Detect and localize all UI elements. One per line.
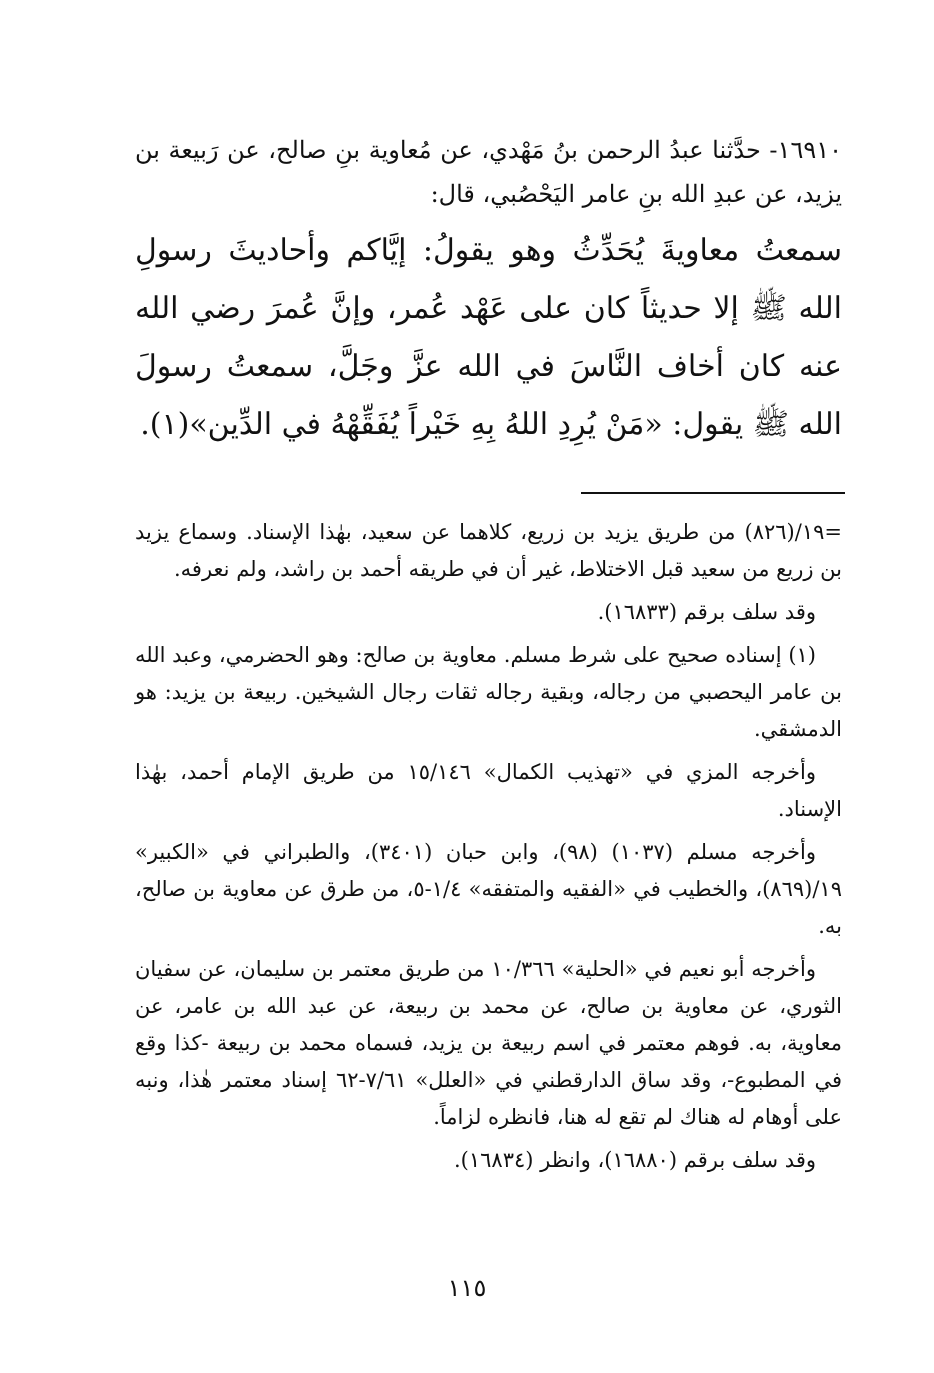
footnotes [135,514,842,1185]
hadith-text [135,128,842,454]
footnote-continuation: =١٩/(٨٢٦) من طريق يزيد بن زريع، كلاهما عن سعيد، بهٰذا الإسناد. وسماع يزيد بن زريع من سعيد قبل الاختلاط، غير أن في طريقه أحمد بن راشد، ولم نعرفه. [135,520,842,581]
footnote-paragraph: وقد سلف برقم (١٦٨٨٠)، وانظر (١٦٨٣٤). [454,1148,816,1172]
footnote-paragraph: وأخرجه المزي في «تهذيب الكمال» ١٥/١٤٦ من طريق الإمام أحمد، بهٰذا الإسناد. [135,760,842,821]
page-number: ١١٥ [447,1274,487,1302]
footnote-paragraph: وقد سلف برقم (١٦٨٣٣). [597,600,816,624]
footnote-paragraph: (١) إسناده صحيح على شرط مسلم. معاوية بن صالح: وهو الحضرمي، وعبد الله بن عامر اليحصبي من رجاله، وبقية رجاله ثقات رجال الشيخين. ربيعة بن يزيد: هو الدمشقي. [135,643,842,741]
hadith-isnad: ١٦٩١٠- حدَّثنا عبدُ الرحمن بنُ مَهْدي، عن مُعاوية بنِ صالح، عن رَبيعة بن يزيد، عن عبدِ الله بنِ عامر اليَحْصُبي، قال: [135,136,842,208]
hadith-matn: سمعتُ معاويةَ يُحَدِّثُ وهو يقولُ: إيَّاكم وأحاديثَ رسولِ الله ﷺ إلا حديثاً كان على عَهْد عُمر، وإنَّ عُمرَ رضي الله عنه كان أخاف النَّاسَ في الله عزَّ وجَلَّ، سمعتُ رسولَ الله ﷺ يقول: «مَنْ يُرِدِ اللهُ بِهِ خَيْراً يُفَقِّهْهُ في الدِّين»(١). [135,233,842,442]
footnote-paragraph: وأخرجه مسلم (١٠٣٧) (٩٨)، وابن حبان (٣٤٠١)، والطبراني في «الكبير» ١٩/(٨٦٩)، والخطيب في «الفقيه والمتفقه» ١/٤-٥، من طرق عن معاوية بن صالح، به. [135,840,842,938]
footnote-divider [581,492,845,494]
footnote-paragraph: وأخرجه أبو نعيم في «الحلية» ١٠/٣٦٦ من طريق معتمر بن سليمان، عن سفيان الثوري، عن معاوية بن صالح، عن محمد بن ربيعة، عن عبد الله بن عامر، عن معاوية، به. فوهم معتمر في اسم ربيعة بن يزيد، فسماه محمد بن ربيعة -كذا وقع في المطبوع-، وقد ساق الدارقطني في «العلل» ٧/٦١-٦٢ إسناد معتمر هٰذا، ونبه على أوهام له هناك لم تقع له هنا، فانظره لزاماً. [135,957,842,1129]
